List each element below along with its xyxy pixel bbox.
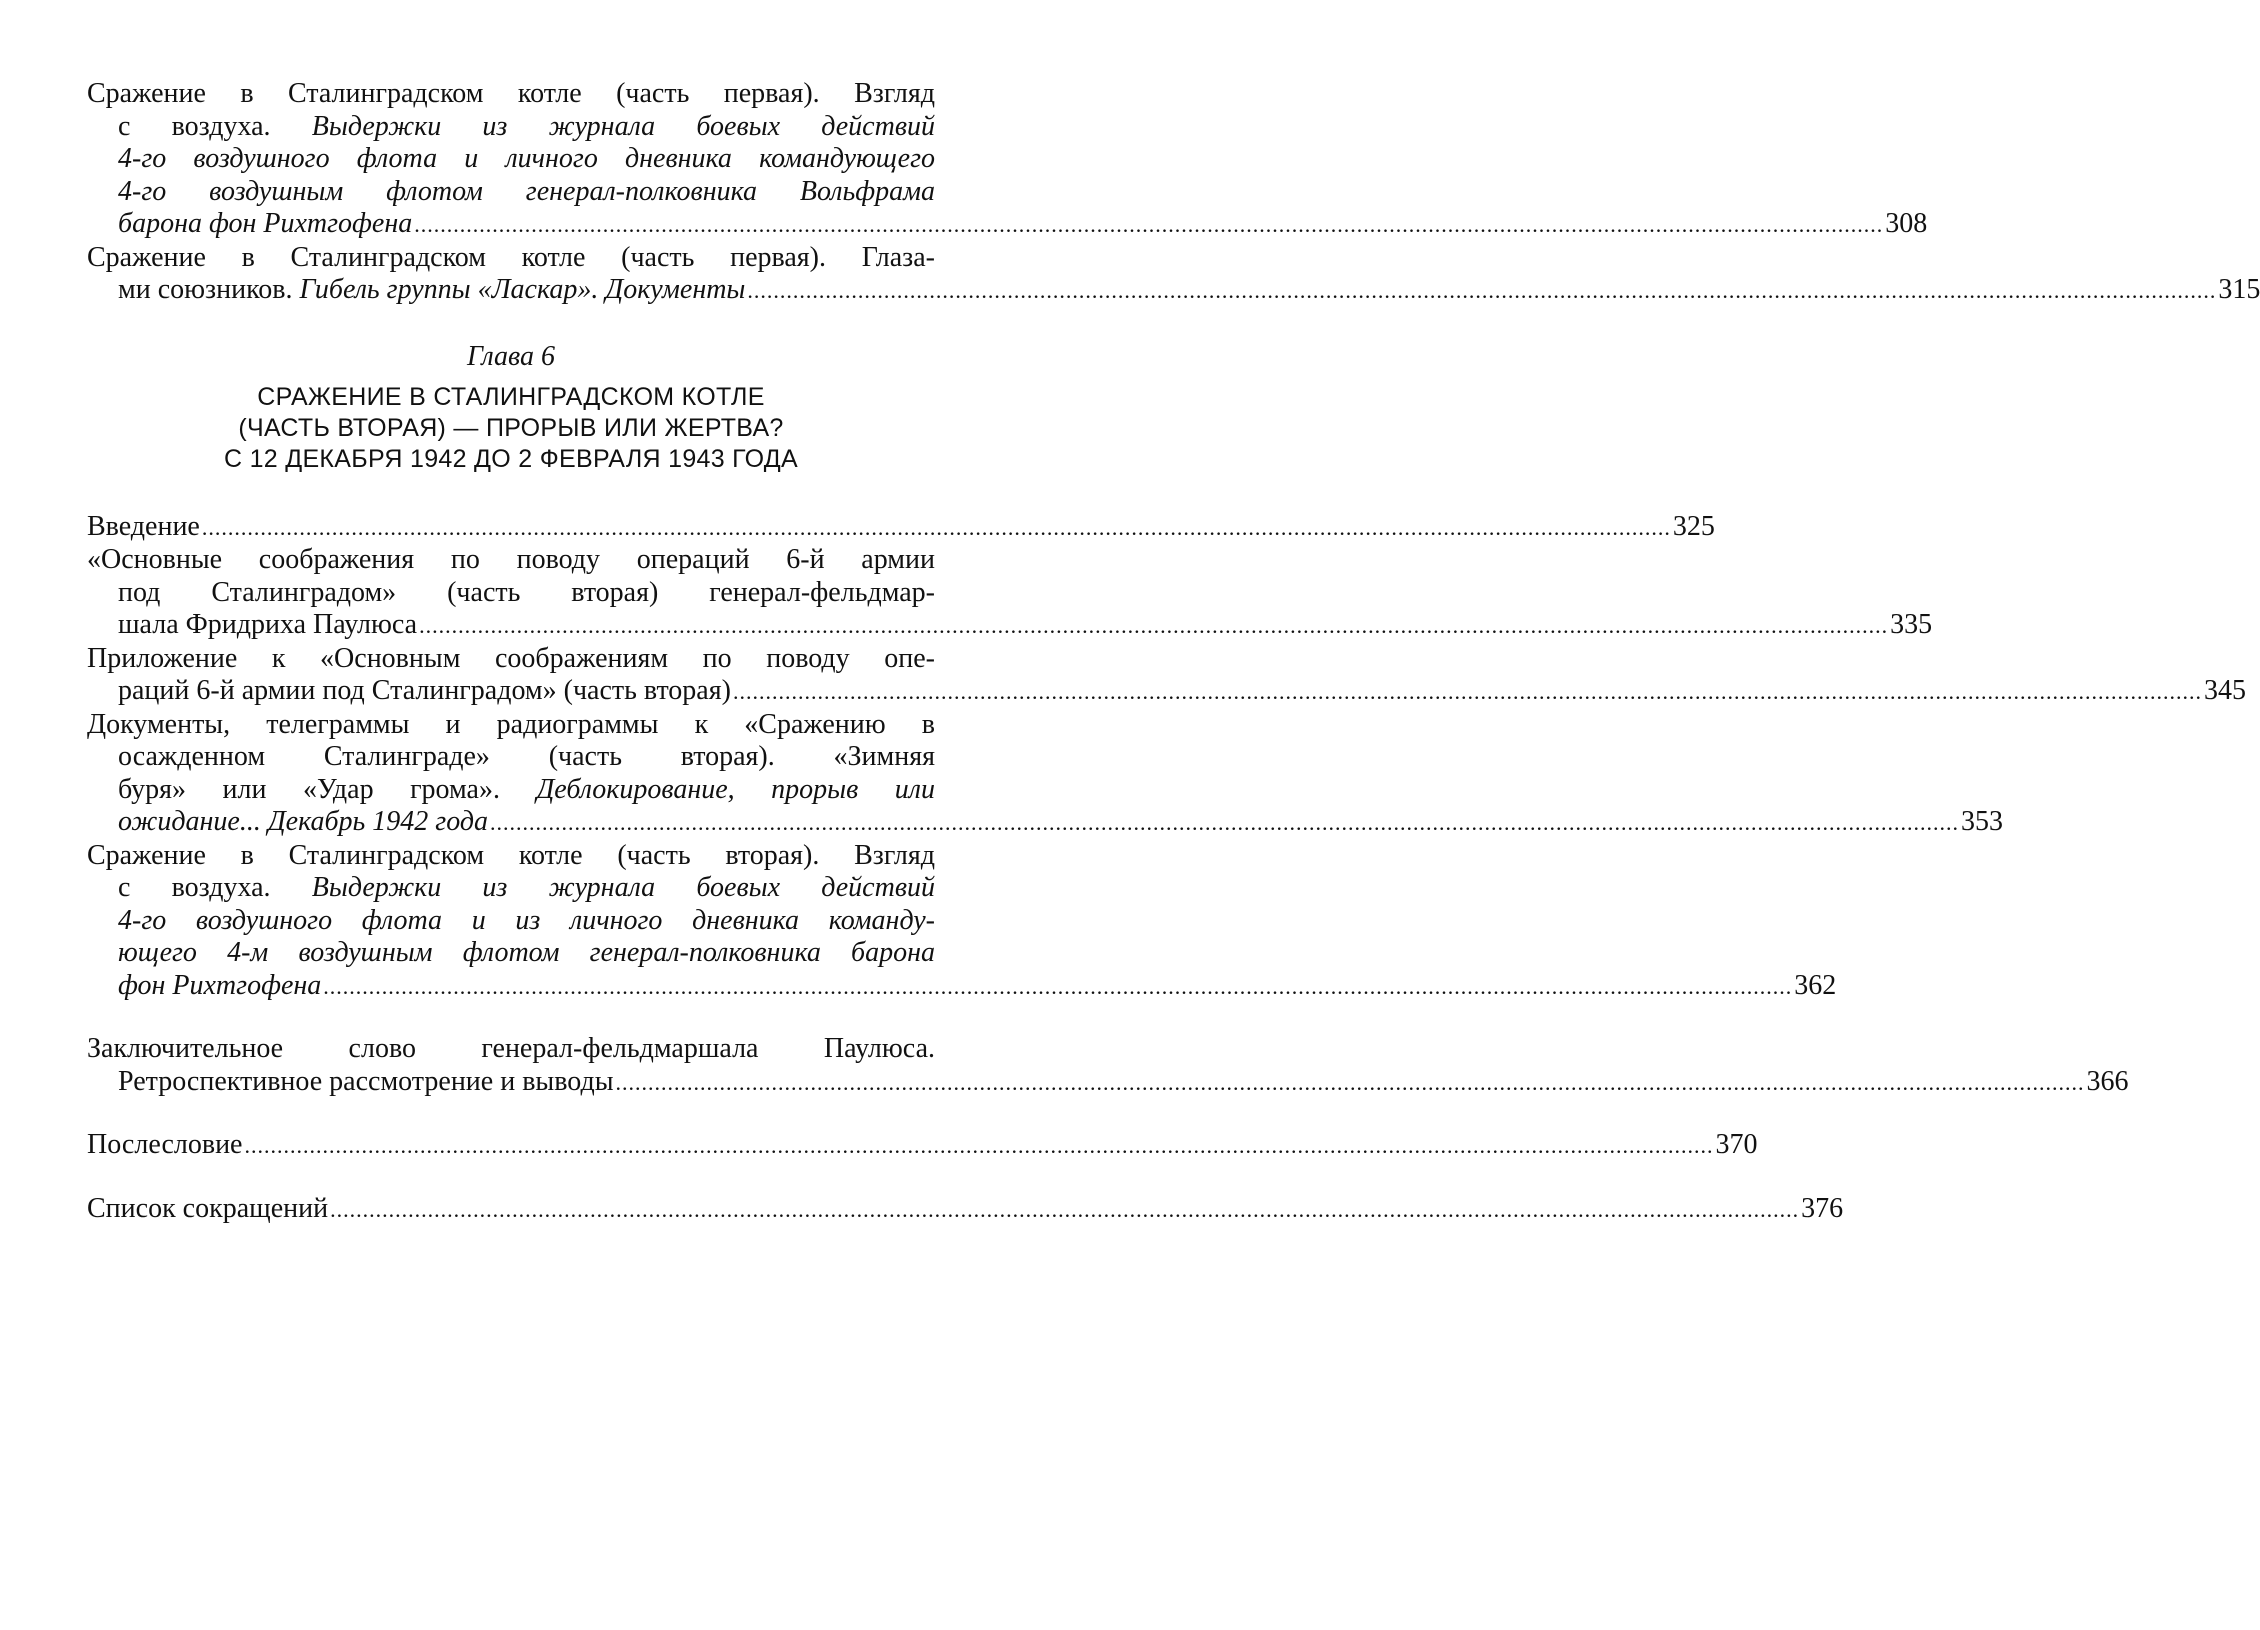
toc-part-b [87, 510, 2246, 1004]
toc-entry-italic-text: Выдержки из журнала боевых действий [311, 110, 935, 142]
toc-entry-italic-text: Выдержки из журнала боевых действий [311, 872, 935, 903]
toc-line: Заключительное слово генерал-фельдмаршала Паулюса. [87, 1033, 935, 1064]
toc-entry-title [118, 1066, 614, 1097]
page-number: 353 [1961, 806, 2004, 837]
toc-entry-title [87, 1129, 242, 1160]
page-number: 366 [2086, 1065, 2129, 1097]
toc-entry-air1 [87, 78, 1928, 242]
dot-leader [490, 810, 1959, 835]
dot-leader [747, 278, 2216, 303]
page-number: 308 [1885, 208, 1928, 239]
dot-leader [244, 1133, 1713, 1158]
toc-line [87, 872, 935, 905]
toc-line-leader [87, 1129, 1758, 1163]
toc-gap [87, 1003, 935, 1033]
toc-line: Сражение в Сталинградском котле (часть вторая). Взгляд [87, 839, 935, 871]
toc-entry-plain-text: шала Фридриха Паулюса [118, 609, 418, 640]
toc-entry-title [118, 609, 417, 640]
toc-line-leader [87, 1065, 2129, 1100]
chapter-heading [87, 340, 935, 475]
toc-line-leader [87, 806, 2004, 840]
page-number: 325 [1672, 510, 1715, 542]
toc-entry-title [118, 208, 412, 239]
toc-line: Приложение к «Основным соображениям по поводу опе- [87, 642, 935, 674]
toc-entry-title [118, 970, 321, 1001]
dot-leader [330, 1197, 1799, 1222]
toc-line: ющего 4-м воздушным флотом генерал-полковника барона [118, 937, 935, 968]
toc-line-leader [87, 274, 2260, 308]
toc-line [87, 111, 935, 144]
toc-gap [87, 1099, 935, 1129]
toc-line: под Сталинградом» (часть вторая) генерал-фельдмар- [118, 576, 935, 608]
toc-entry-plain-text: с воздуха. [118, 872, 312, 903]
toc-entry-plain-text: Ретроспективное рассмотрение и выводы [118, 1065, 614, 1097]
toc-entry-italic-text: Деблокирование, прорыв или [536, 773, 935, 805]
page-number: 362 [1794, 969, 1837, 1001]
toc-entry-plain-text: Послесловие [87, 1129, 243, 1160]
toc-line: 4-го воздушного флота и личного дневника командующего [118, 143, 935, 174]
toc-entry-considerations [87, 544, 1933, 643]
toc-line-leader [87, 1192, 1844, 1227]
toc-entry-air2 [87, 839, 1837, 1004]
toc-part-c [87, 1003, 2129, 1226]
dot-leader [202, 515, 1671, 540]
toc-entry-plain-text: раций 6-й армии под Сталинградом» (часть вторая) [118, 675, 731, 706]
toc-line-leader [87, 969, 1837, 1004]
toc-entry-documents [87, 708, 2004, 840]
toc-entry-plain-text: ми союзников. [118, 274, 300, 305]
toc-page [87, 78, 2260, 1226]
toc-line [87, 774, 935, 807]
chapter-title-line-2: (ЧАСТЬ ВТОРАЯ) — ПРОРЫВ ИЛИ ЖЕРТВА? [238, 413, 784, 442]
toc-line: Сражение в Сталинградском котле (часть первая). Глаза- [87, 241, 935, 273]
toc-entry-italic-text: барона фон Рихтгофена [118, 208, 413, 239]
page-number: 315 [2218, 274, 2260, 305]
toc-line-leader [87, 675, 2246, 709]
toc-entry-title [118, 806, 488, 837]
toc-entry-allies1 [87, 241, 2260, 308]
toc-entry-plain-text: с воздуха. [118, 110, 312, 142]
page-number: 345 [2203, 675, 2246, 706]
toc-line: Документы, телеграммы и радиограммы к «Сражению в [87, 708, 935, 740]
page-number: 370 [1715, 1129, 1758, 1160]
toc-line: 4-го воздушного флота и из личного дневника команду- [118, 904, 935, 936]
toc-entry-afterword [87, 1129, 1758, 1163]
chapter-title [87, 382, 935, 475]
toc-line: 4-го воздушным флотом генерал-полковника Вольфрама [118, 175, 935, 207]
toc-entry-appendix [87, 642, 2246, 709]
chapter-title-line-1: СРАЖЕНИЕ В СТАЛИНГРАДСКОМ КОТЛЕ [257, 382, 765, 411]
dot-leader [414, 212, 1883, 237]
chapter-title-line-3: С 12 ДЕКАБРЯ 1942 ДО 2 ФЕВРАЛЯ 1943 ГОДА [223, 444, 799, 473]
dot-leader [733, 679, 2202, 704]
toc-line: Сражение в Сталинградском котле (часть первая). Взгляд [87, 78, 935, 109]
toc-line-leader [87, 609, 1933, 643]
toc-line: осажденном Сталинграде» (часть вторая). «Зимняя [118, 741, 935, 772]
toc-line-leader [87, 510, 1715, 545]
toc-entry-plain-text: буря» или «Удар грома». [118, 773, 537, 805]
toc-entry-title [118, 274, 745, 305]
toc-entry-italic-text: Гибель группы «Ласкар». Документы [299, 274, 746, 305]
toc-entry-italic-text: ожидание... Декабрь 1942 года [118, 806, 489, 837]
dot-leader [616, 1070, 2085, 1095]
chapter-label: Глава 6 [467, 340, 555, 372]
toc-entry-title [118, 675, 731, 706]
page-number: 335 [1890, 609, 1933, 640]
toc-entry-plain-text: Введение [87, 510, 200, 542]
toc-line: «Основные соображения по поводу операций 6-й армии [87, 544, 935, 575]
toc-entry-abbreviations [87, 1192, 1844, 1227]
toc-gap [87, 1163, 935, 1193]
toc-line-leader [87, 208, 1928, 242]
toc-entry-italic-text: фон Рихтгофена [118, 969, 322, 1001]
dot-leader [323, 974, 1792, 999]
toc-entry-intro [87, 510, 1715, 545]
dot-leader [419, 613, 1888, 638]
toc-entry-final [87, 1033, 2129, 1099]
toc-entry-title [87, 1193, 328, 1224]
toc-entry-title [87, 511, 200, 542]
toc-entry-plain-text: Список сокращений [87, 1192, 329, 1224]
page-number: 376 [1801, 1192, 1844, 1224]
toc-part-a [87, 78, 2260, 308]
